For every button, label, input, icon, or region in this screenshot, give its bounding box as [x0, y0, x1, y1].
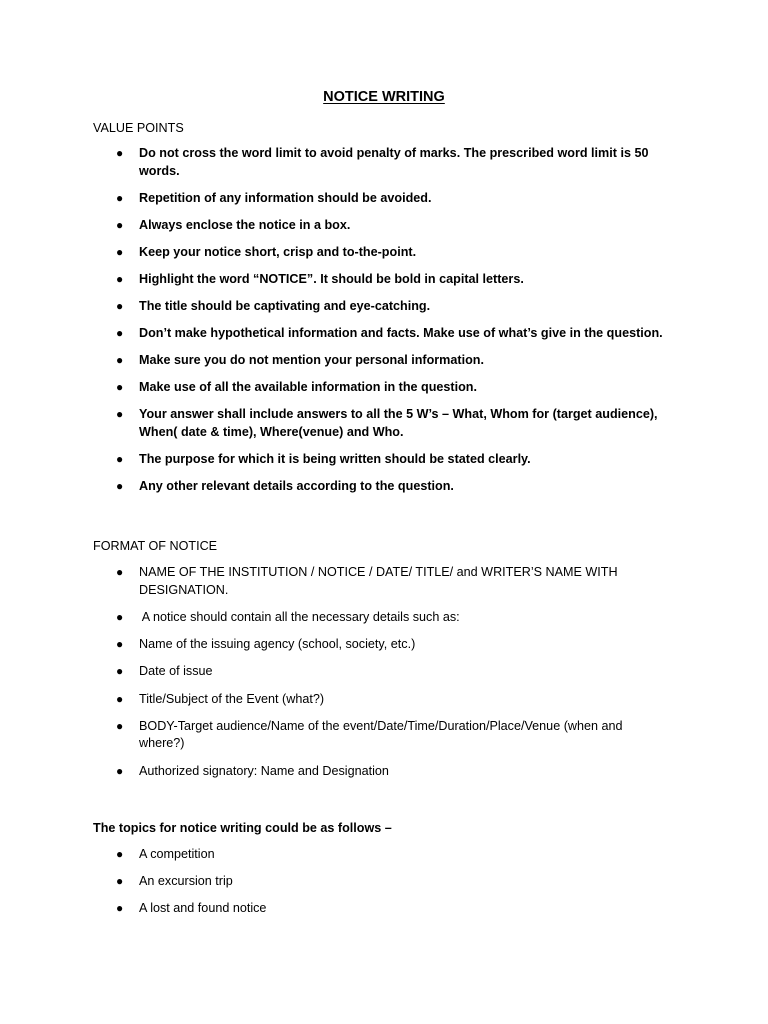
- list-item: [0, 846, 669, 864]
- list-item: [0, 609, 669, 627]
- list-item: [0, 298, 669, 316]
- bullet-icon: ●: [116, 217, 124, 232]
- bullet-icon: ●: [116, 407, 124, 422]
- format-heading: FORMAT OF NOTICE: [93, 539, 218, 553]
- page-title: NOTICE WRITING: [323, 89, 445, 105]
- list-item-text: Date of issue: [139, 664, 213, 679]
- list-item-text: Make use of all the available information in the question.: [139, 380, 477, 395]
- list-item-text: The title should be captivating and eye-catching.: [139, 298, 431, 313]
- list-item-text: Name of the issuing agency (school, society, etc.): [139, 637, 416, 652]
- list-item: [0, 325, 669, 343]
- topics-list: [0, 846, 768, 927]
- bullet-icon: ●: [116, 298, 124, 313]
- list-item: [0, 900, 669, 918]
- list-item-text: Highlight the word “NOTICE”. It should be bold in capital letters.: [139, 271, 524, 286]
- list-item: [0, 478, 669, 496]
- list-item-text: The purpose for which it is being written should be stated clearly.: [139, 451, 531, 466]
- list-item-text: Always enclose the notice in a box.: [139, 217, 351, 232]
- list-item: [0, 691, 669, 709]
- list-item: [0, 406, 669, 441]
- bullet-icon: ●: [116, 637, 124, 652]
- list-item: [0, 145, 669, 180]
- bullet-icon: ●: [116, 565, 124, 579]
- list-item: [0, 873, 669, 891]
- bullet-icon: ●: [116, 190, 124, 205]
- list-item: [0, 636, 669, 654]
- list-item-text: NAME OF THE INSTITUTION / NOTICE / DATE/ TITLE/ and WRITER’S NAME WITH DESIGNATION.: [139, 565, 618, 597]
- list-item-text: A lost and found notice: [139, 901, 267, 916]
- list-item: [0, 763, 669, 781]
- list-item: [0, 217, 669, 235]
- bullet-icon: ●: [116, 146, 124, 160]
- list-item: [0, 352, 669, 370]
- list-item-text: A competition: [139, 847, 215, 861]
- topics-heading: The topics for notice writing could be as follows –: [93, 821, 392, 835]
- list-item: [0, 244, 669, 262]
- bullet-icon: ●: [116, 244, 124, 259]
- list-item-text: Do not cross the word limit to avoid penalty of marks. The prescribed word limit is 50 words.: [139, 146, 649, 178]
- list-item: [0, 663, 669, 681]
- bullet-icon: ●: [116, 763, 124, 778]
- format-list: [0, 564, 768, 790]
- list-item: [0, 379, 669, 397]
- bullet-icon: ●: [116, 664, 124, 679]
- list-item-text: Keep your notice short, crisp and to-the-point.: [139, 244, 417, 259]
- list-item-text: Title/Subject of the Event (what?): [139, 691, 325, 706]
- list-item-text: Authorized signatory: Name and Designation: [139, 763, 389, 778]
- bullet-icon: ●: [116, 609, 124, 624]
- bullet-icon: ●: [116, 479, 124, 494]
- list-item-text: Don’t make hypothetical information and facts. Make use of what’s give in the question.: [139, 326, 663, 341]
- value-points-heading: VALUE POINTS: [93, 121, 184, 135]
- list-item-text: Make sure you do not mention your personal information.: [139, 353, 484, 368]
- bullet-icon: ●: [116, 271, 124, 286]
- list-item-text: A notice should contain all the necessary details such as:: [139, 609, 460, 624]
- list-item-text: An excursion trip: [139, 874, 233, 889]
- list-item: [0, 190, 669, 208]
- list-item-text: Any other relevant details according to the question.: [139, 479, 454, 494]
- list-item-text: BODY-Target audience/Name of the event/Date/Time/Duration/Place/Venue (when and where?): [139, 718, 623, 751]
- bullet-icon: ●: [116, 380, 124, 395]
- bullet-icon: ●: [116, 874, 124, 889]
- value-points-list: [0, 145, 768, 505]
- bullet-icon: ●: [116, 326, 124, 341]
- list-item: [0, 718, 669, 753]
- bullet-icon: ●: [116, 718, 124, 733]
- bullet-icon: ●: [116, 847, 124, 861]
- list-item: [0, 451, 669, 469]
- bullet-icon: ●: [116, 691, 124, 706]
- list-item-text: Your answer shall include answers to all the 5 W’s – What, Whom for (target audience), When( date & time), Where(venue) and Who.: [139, 407, 658, 439]
- list-item-text: Repetition of any information should be avoided.: [139, 190, 432, 205]
- bullet-icon: ●: [116, 353, 124, 368]
- bullet-icon: ●: [116, 901, 124, 916]
- list-item: [0, 564, 669, 599]
- list-item: [0, 271, 669, 289]
- bullet-icon: ●: [116, 451, 124, 466]
